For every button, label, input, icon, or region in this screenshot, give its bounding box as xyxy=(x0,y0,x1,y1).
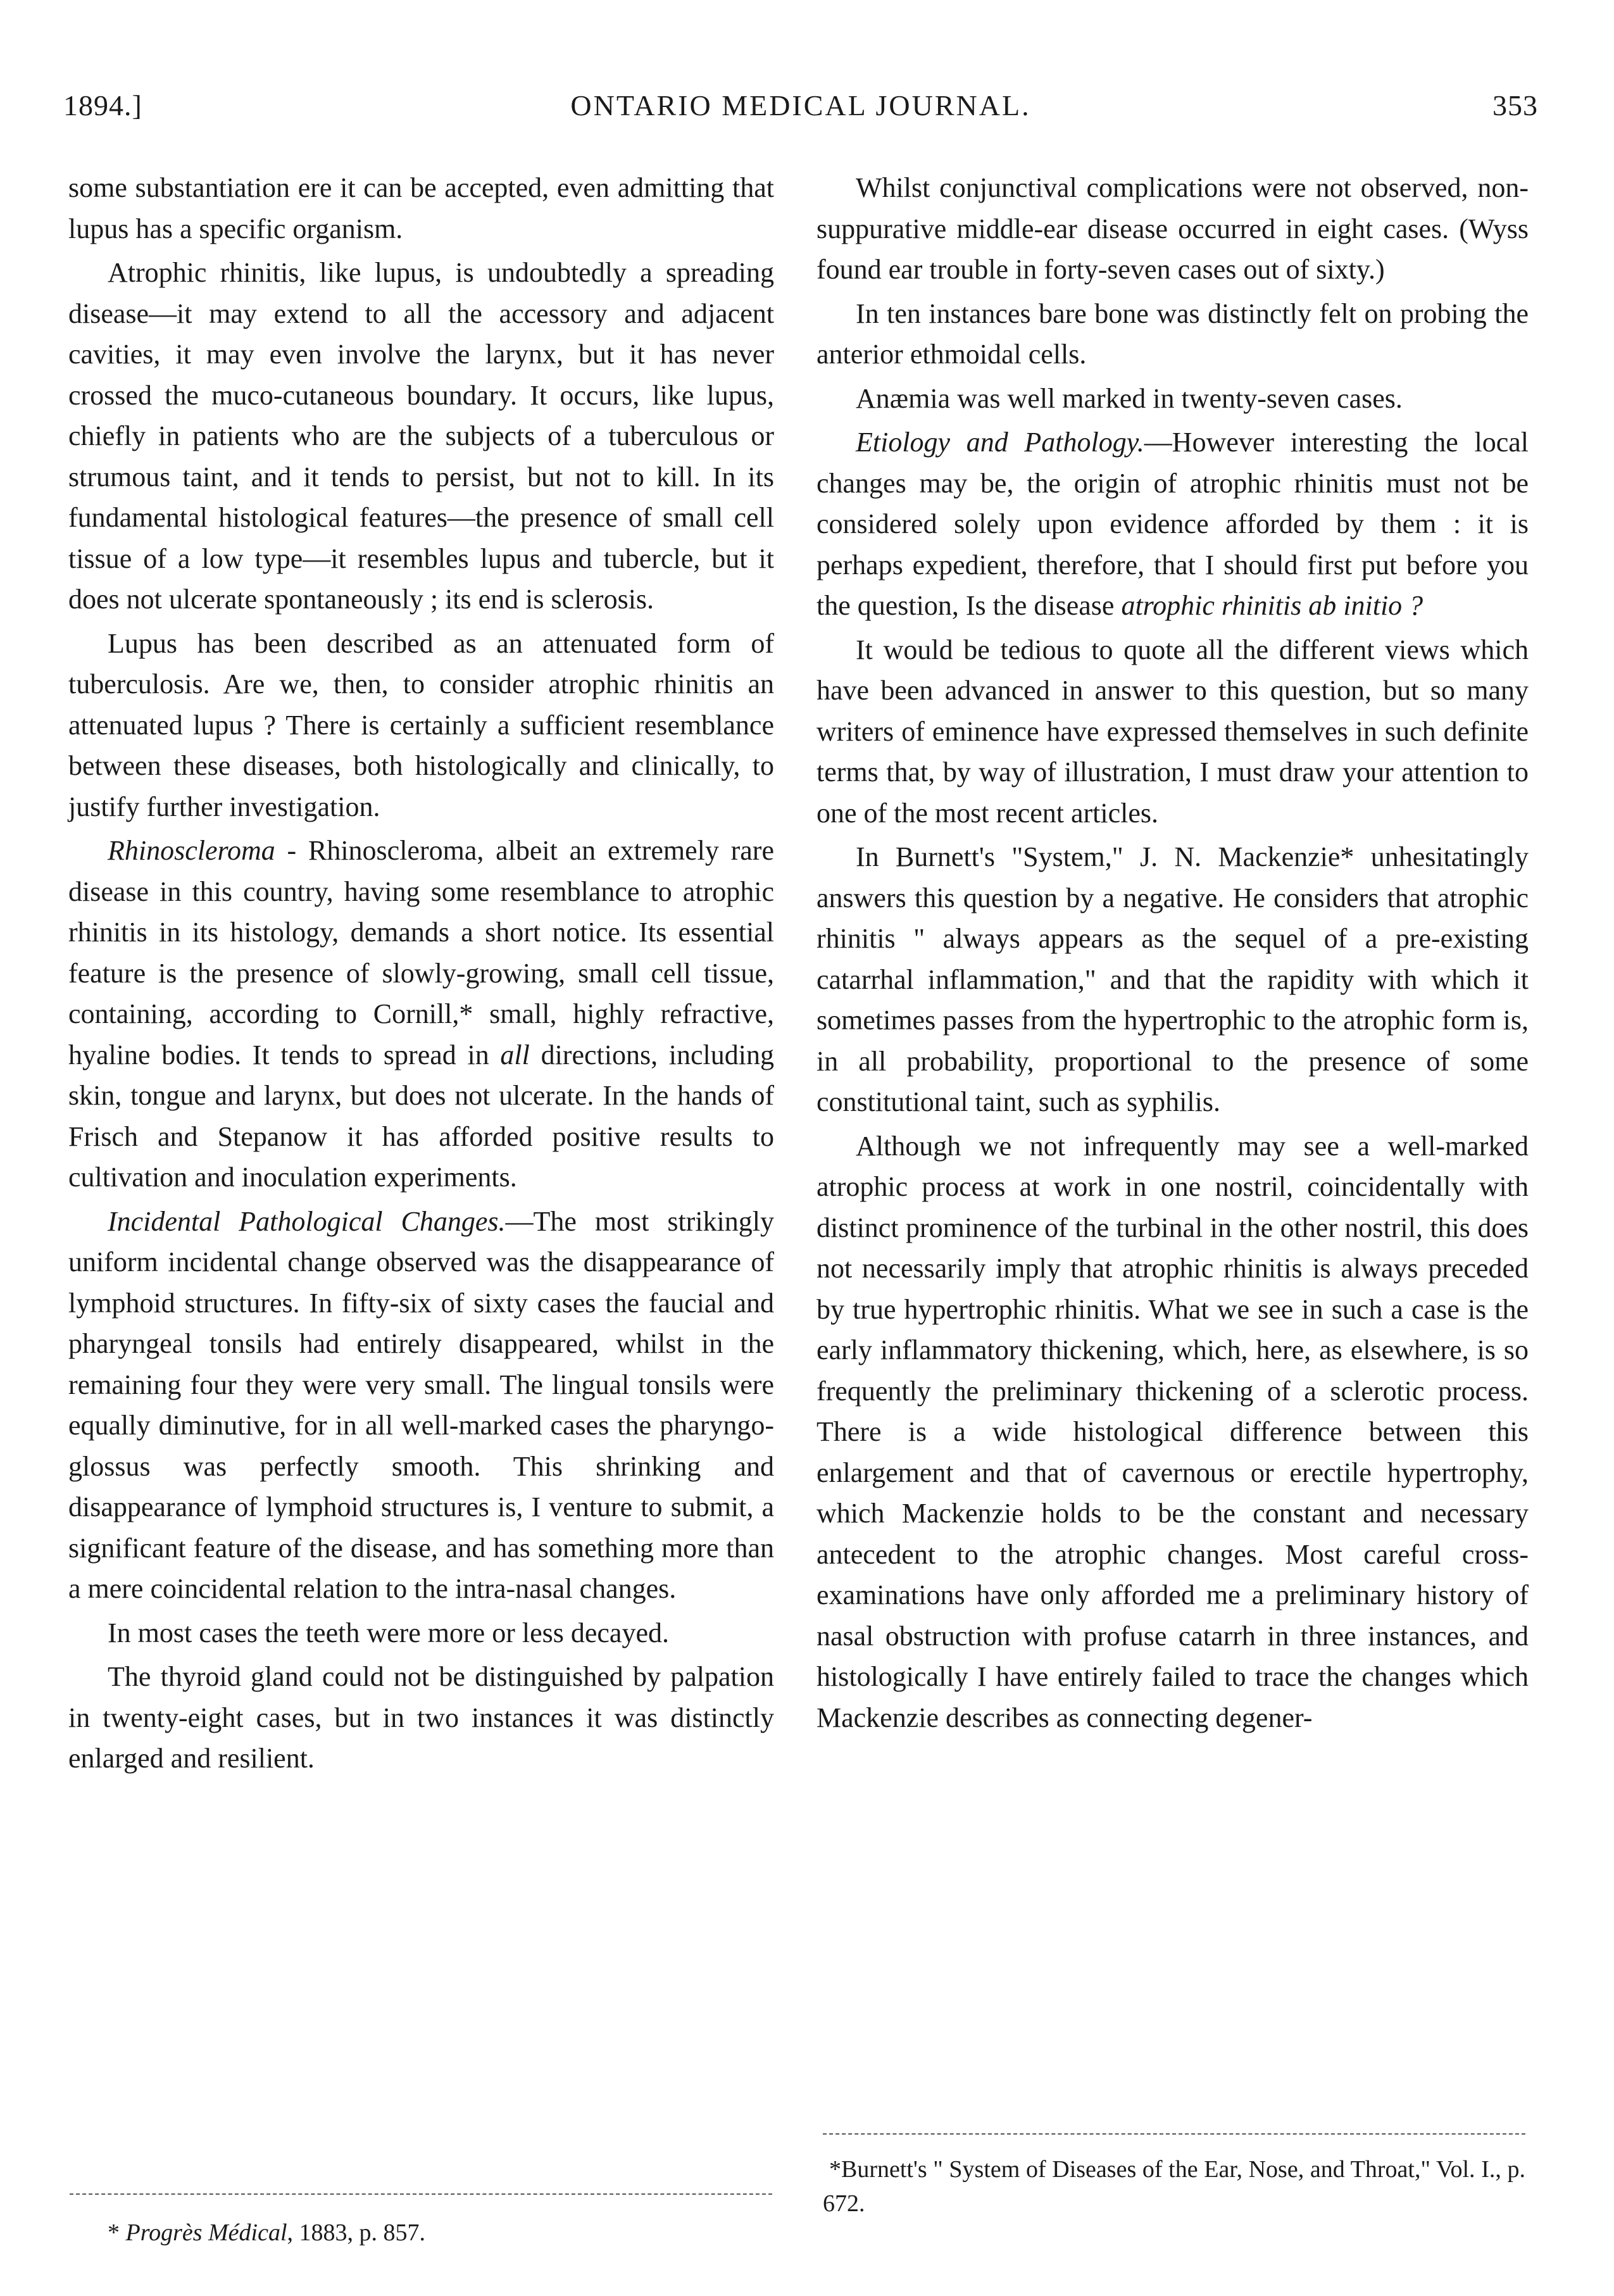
emphasis-text: all xyxy=(500,1039,530,1070)
right-column xyxy=(816,168,1529,1741)
footnote-divider xyxy=(823,2133,1525,2135)
paragraph-text: Rhinoscleroma, albeit an extremely rare disease in this country, having some resemblance to atrophic rhinitis in its histology, demands a short notice. Its essential feature is the presence of slowly-growing, small cell tissue, containing, according to Cornill,* small, highly refractive, hyaline bodies. It tends to spread in xyxy=(68,835,774,1070)
section-heading-rhinoscleroma: Rhinoscleroma xyxy=(108,835,275,866)
paragraph: In Burnett's "System," J. N. Mackenzie* unhesitatingly answers this question by a negative. He considers that atrophic rhinitis " always appears as the sequel of a pre-existing catarrhal inflammation," and that the rapidity with which it sometimes passes from the hypertrophic to the atrophic form is, in all probability, proportional to the presence of some constitutional taint, such as syphilis. xyxy=(816,841,1529,1117)
paragraph: In most cases the teeth were more or less decayed. xyxy=(108,1617,669,1648)
section-heading-etiology: Etiology and Pathology. xyxy=(856,427,1144,458)
paragraph: some substantiation ere it can be accepted, even admitting that lupus has a specific organism. xyxy=(68,172,774,244)
section-heading-incidental-changes: Incidental Pathological Changes. xyxy=(108,1205,506,1237)
header-year: 1894.] xyxy=(63,89,142,122)
left-column xyxy=(68,168,774,1783)
paragraph-text: directions, including skin, tongue and larynx, but does not ulcerate. In the hands of Frisch and Stepanow it has afforded positive results to cultivation and inoculation experiments. xyxy=(68,1039,774,1193)
paragraph: Lupus has been described as an attenuated form of tuberculosis. Are we, then, to consider atrophic rhinitis an attenuated lupus ? There is certainly a sufficient resemblance between these diseases, both histologically and clinically, to justify further investigation. xyxy=(68,627,774,822)
footnote-journal-title: Progrès Médical xyxy=(125,2219,287,2246)
emphasis-text: atrophic rhinitis ab initio ? xyxy=(1121,590,1423,621)
paragraph xyxy=(68,1201,774,1610)
paragraph: Atrophic rhinitis, like lupus, is undoubtedly a spreading disease—it may extend to all the accessory and adjacent cavities, it may even involve the larynx, but it has never crossed the muco-cutaneous boundary. It occurs, like lupus, chiefly in patients who are the subjects of a tuberculous or strumous taint, and it tends to persist, but not to kill. In its fundamental histological features—the presence of small cell tissue of a low type—it resembles lupus and tubercle, but it does not ulcerate spontaneously ; its end is sclerosis. xyxy=(68,257,774,615)
paragraph-text: —However interesting the local changes may be, the origin of atrophic rhinitis must not be considered solely upon evidence afforded by them : it is perhaps expedient, therefore, that I should first put before you the question, Is the disease xyxy=(816,427,1529,621)
paragraph xyxy=(68,831,774,1198)
heading-separator: - xyxy=(275,835,308,866)
footnote-mark: * xyxy=(108,2219,126,2246)
paragraph: Anæmia was well marked in twenty-seven cases. xyxy=(856,382,1403,414)
paragraph xyxy=(816,422,1529,627)
paragraph: Whilst conjunctival complications were not observed, non-suppurative middle-ear disease occurred in eight cases. (Wyss found ear trouble in forty-seven cases out of sixty.) xyxy=(816,172,1529,285)
paragraph: Although we not infrequently may see a well-marked atrophic process at work in one nostril, coincidentally with distinct prominence of the turbinal in the other nostril, this does not necessarily imply that atrophic rhinitis is always preceded by true hypertrophic rhinitis. What we see in such a case is the early inflammatory thickening, which, here, as elsewhere, is so frequently the preliminary thickening of a sclerotic process. There is a wide histological difference between this enlargement and that of cavernous or erectile hypertrophy, which Mackenzie holds to be the constant and necessary antecedent to the atrophic changes. Most careful cross-examinations have only afforded me a preliminary history of nasal obstruction with profuse catarrh in three instances, and histologically I have entirely failed to trace the changes which Mackenzie describes as connecting degener- xyxy=(816,1130,1529,1733)
page-number: 353 xyxy=(1492,89,1538,122)
running-head xyxy=(63,89,1538,146)
paragraph: The thyroid gland could not be distinguished by palpation in twenty-eight cases, but in two instances it was distinctly enlarged and resilient. xyxy=(68,1661,774,1774)
paragraph: It would be tedious to quote all the different views which have been advanced in answer to this question, but so many writers of eminence have expressed themselves in such definite terms that, by way of illustration, I must draw your attention to one of the most recent articles. xyxy=(816,634,1529,829)
journal-title: ONTARIO MEDICAL JOURNAL. xyxy=(570,89,1031,122)
footnote-citation: , 1883, p. 857. xyxy=(287,2219,426,2246)
paragraph: In ten instances bare bone was distinctly felt on probing the anterior ethmoidal cells. xyxy=(816,298,1529,370)
paragraph-text: —The most strikingly uniform incidental change observed was the disappearance of lymphoid structures. In fifty-six of sixty cases the faucial and pharyngeal tonsils had entirely disappeared, whilst in the remaining four they were very small. The lingual tonsils were equally diminutive, for in all well-marked cases the pharyngo-glossus was perfectly smooth. This shrinking and disappearance of lymphoid structures is, I venture to submit, a significant feature of the disease, and has something more than a mere coincidental relation to the intra-nasal changes. xyxy=(68,1205,774,1604)
footnote-right: *Burnett's " System of Diseases of the Ear, Nose, and Throat," Vol. I., p. 672. xyxy=(823,2156,1525,2217)
footnote-divider xyxy=(70,2193,772,2195)
footnote-left xyxy=(108,2216,772,2250)
